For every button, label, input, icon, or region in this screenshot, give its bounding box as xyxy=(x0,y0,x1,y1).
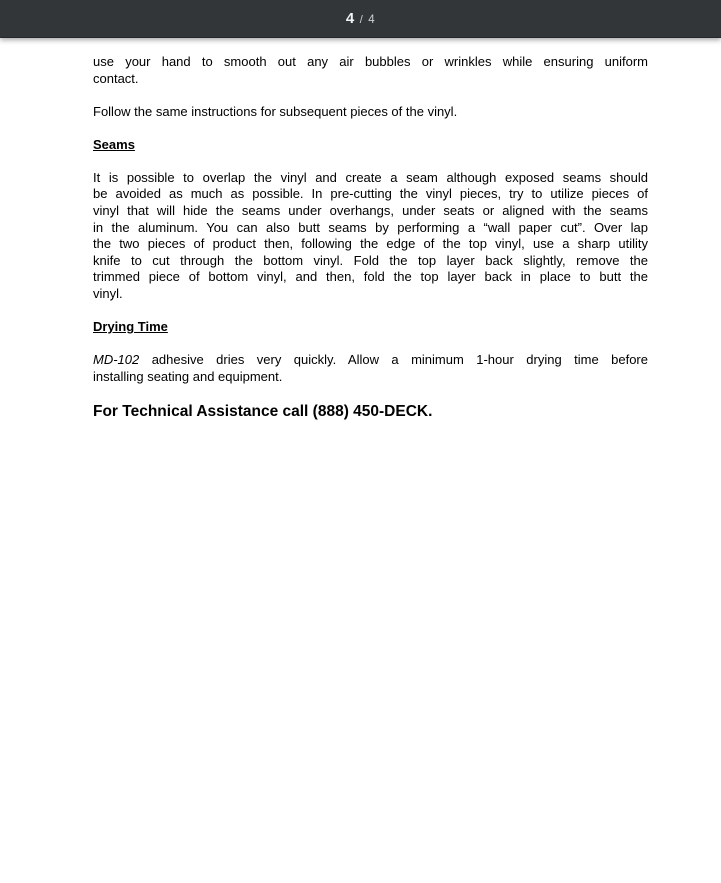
product-name-italic: MD-102 xyxy=(93,352,140,368)
paragraph-line: use your hand to smooth out any air bubbles or wrinkles while ensuring uniform xyxy=(93,54,648,69)
paragraph-line: knife to cut through the bottom vinyl. Fold the top layer back slightly, remove the xyxy=(93,252,648,268)
technical-assistance-line: For Technical Assistance call (888) 450-DECK. xyxy=(93,403,433,421)
page-total-number: 4 xyxy=(368,14,376,26)
paragraph-line: installing seating and equipment. xyxy=(93,368,283,384)
paragraph-line: be avoided as much as possible. In pre-cutting the vinyl pieces, try to utilize pieces of xyxy=(93,186,648,202)
paragraph-line: trimmed piece of bottom vinyl, and then, fold the top layer back in place to butt the xyxy=(93,269,648,285)
paragraph-line-text: adhesive dries very quickly. Allow a minimum 1-hour drying time before xyxy=(139,352,648,368)
paragraph-drying xyxy=(93,352,648,385)
paragraph-line: the two pieces of product then, following the edge of the top vinyl, use a sharp utility xyxy=(93,236,648,252)
paragraph-line: vinyl. xyxy=(93,286,123,302)
heading-seams: Seams xyxy=(93,136,135,152)
paragraph-line: It is possible to overlap the vinyl and create a seam although exposed seams should xyxy=(93,169,648,185)
page-current-number: 4 xyxy=(345,10,355,27)
page-indicator xyxy=(346,10,375,27)
paragraph-line: in the aluminum. You can also butt seams by performing a “wall paper cut”. Over lap xyxy=(93,219,648,235)
paragraph-line: vinyl that will hide the seams under overhangs, under seats or aligned with the seams xyxy=(93,203,648,219)
paragraph-seams xyxy=(93,170,648,303)
paragraph-follow: Follow the same instructions for subsequent pieces of the vinyl. xyxy=(93,103,458,119)
page-separator: / xyxy=(359,14,364,26)
paragraph-line xyxy=(93,352,648,369)
paragraph-intro xyxy=(93,54,648,87)
paragraph-line: contact. xyxy=(93,70,139,86)
heading-drying-time: Drying Time xyxy=(93,319,168,335)
pdf-toolbar xyxy=(0,0,721,38)
document-page xyxy=(0,38,721,883)
